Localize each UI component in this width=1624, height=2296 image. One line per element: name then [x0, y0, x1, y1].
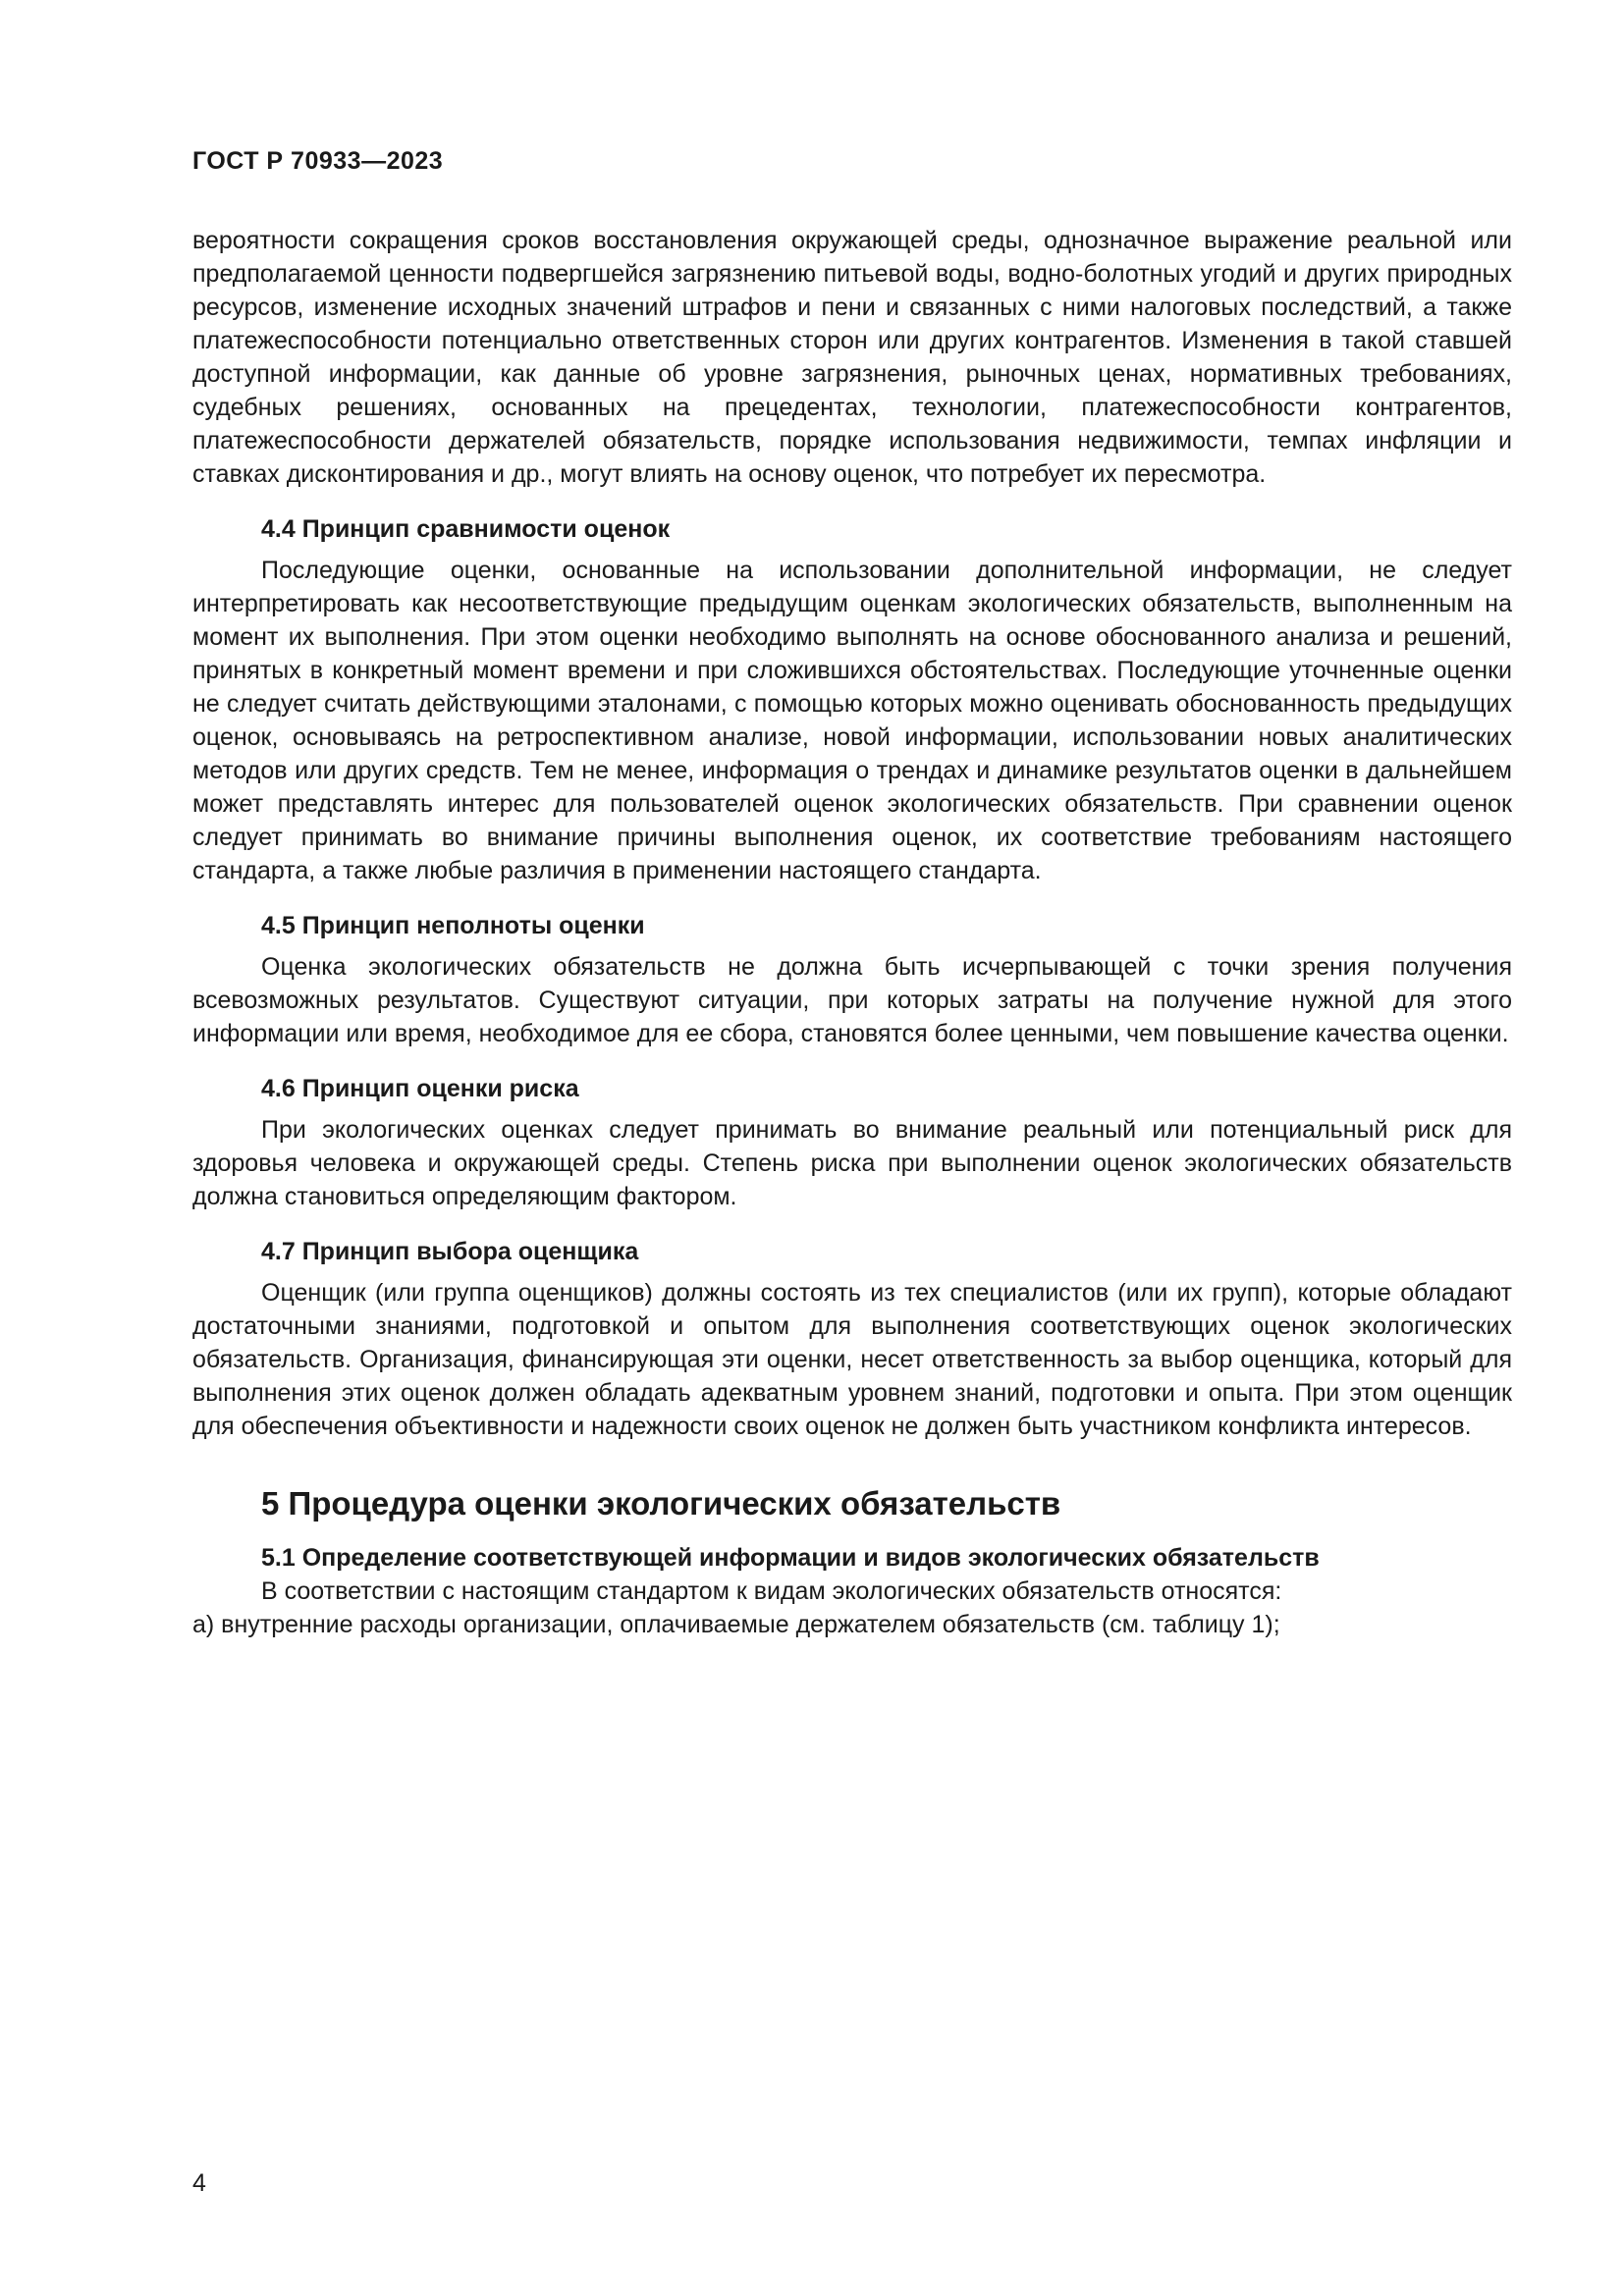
heading-4-7: 4.7 Принцип выбора оценщика [261, 1238, 639, 1265]
page-number: 4 [192, 2169, 206, 2197]
section-5-title: 5 Процедура оценки экологических обязательств [261, 1485, 1061, 1522]
heading-4-4: 4.4 Принцип сравнимости оценок [261, 515, 671, 543]
paragraph-5-1: В соответствии с настоящим стандартом к видам экологических обязательств относятся: [261, 1577, 1282, 1605]
paragraph-4-4: Последующие оценки, основанные на использовании дополнительной информации, не следует интерпретировать как несоответствующие предыдущим оценкам экологических обязательств, выполненным на момент их выполнения. При этом оценки необходимо выполнять на основе обоснованного анализа и решений, принятых в конкретный момент времени и при сложившихся обстоятельствах. Последующие уточненные оценки не следует считать действующими эталонами, с помощью которых можно оценивать обоснованность предыдущих оценок, основываясь на ретроспективном анализе, новой информации, использовании новых аналитических методов или других средств. Тем не менее, информация о трендах и динамике результатов оценки в дальнейшем может представлять интерес для пользователей оценок экологических обязательств. При сравнении оценок следует принимать во внимание причины выполнения оценок, их соответствие требованиям настоящего стандарта, а также любые различия в применении настоящего стандарта. [192, 557, 1512, 884]
paragraph-4-7: Оценщик (или группа оценщиков) должны состоять из тех специалистов (или их групп), которые обладают достаточными знаниями, подготовкой и опытом для выполнения соответствующих оценок экологических обязательств. Организация, финансирующая эти оценки, несет ответственность за выбор оценщика, который для выполнения этих оценок должен обладать адекватным уровнем знаний, подготовки и опыта. При этом оценщик для обеспечения объективности и надежности своих оценок не должен быть участником конфликта интересов. [192, 1279, 1512, 1440]
list-item-a: а) внутренние расходы организации, оплачиваемые держателем обязательств (см. таблицу 1); [192, 1611, 1280, 1638]
paragraph-4-6: При экологических оценках следует принимать во внимание реальный или потенциальный риск для здоровья человека и окружающей среды. Степень риска при выполнении оценок экологических обязательств должна становиться определяющим фактором. [192, 1116, 1512, 1210]
heading-4-6: 4.6 Принцип оценки риска [261, 1075, 579, 1102]
paragraph-intro: вероятности сокращения сроков восстановления окружающей среды, однозначное выражение реальной или предполагаемой ценности подвергшейся загрязнению питьевой воды, водно-болотных угодий и других природных ресурсов, изменение исходных значений штрафов и пени и связанных с ними налоговых последствий, а также платежеспособности потенциально ответственных сторон или других контрагентов. Изменения в такой ставшей доступной информации, как данные об уровне загрязнения, рыночных ценах, нормативных требованиях, судебных решениях, основанных на прецедентах, технологии, платежеспособности контрагентов, платежеспособности держателей обязательств, порядке использования недвижимости, темпах инфляции и ставках дисконтирования и др., могут влиять на основу оценок, что потребует их пересмотра. [192, 227, 1512, 488]
heading-5-1: 5.1 Определение соответствующей информации и видов экологических обязательств [261, 1544, 1320, 1572]
heading-4-5: 4.5 Принцип неполноты оценки [261, 912, 645, 939]
document-body [192, 224, 1512, 1641]
document-header: ГОСТ Р 70933—2023 [192, 147, 444, 175]
paragraph-4-5: Оценка экологических обязательств не должна быть исчерпывающей с точки зрения получения всевозможных результатов. Существуют ситуации, при которых затраты на получение нужной для этого информации или время, необходимое для ее сбора, становятся более ценными, чем повышение качества оценки. [192, 953, 1512, 1047]
